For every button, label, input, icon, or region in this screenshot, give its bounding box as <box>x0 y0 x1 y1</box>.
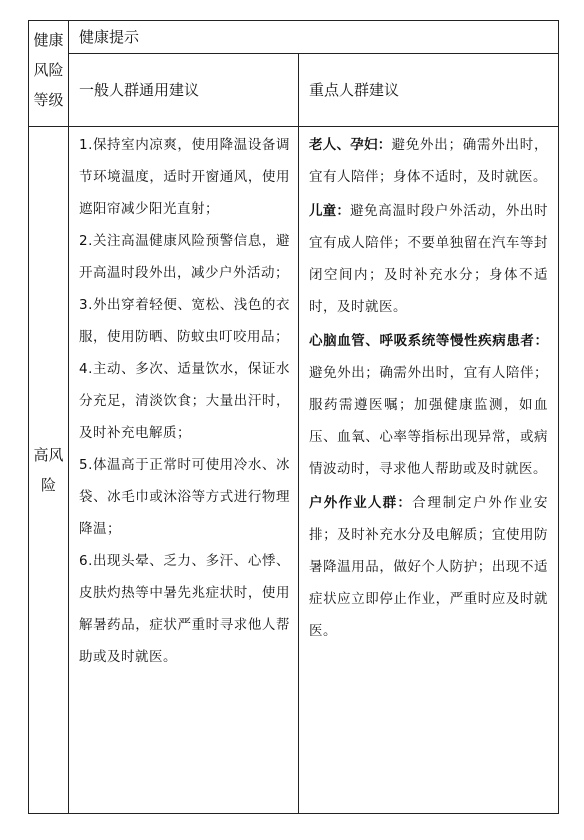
key-group-advice <box>309 325 548 485</box>
general-advice-item: 2.关注高温健康风险预警信息，避开高温时段外出，减少户外活动； <box>79 233 290 281</box>
general-advice-item: 5.体温高于正常时可使用冷水、冰袋、冰毛巾或沐浴等方式进行物理降温； <box>79 457 290 537</box>
header-row-top <box>29 21 559 54</box>
key-group-label: 心脑血管、呼吸系统等慢性疾病患者： <box>309 333 549 349</box>
key-group-advice <box>309 195 548 323</box>
health-risk-table <box>28 20 559 814</box>
risk-level-cell <box>29 127 69 814</box>
header-level-cell <box>29 21 69 127</box>
general-advice-item: 4.主动、多次、适量饮水，保证水分充足，清淡饮食；大量出汗时，及时补充电解质； <box>79 361 290 441</box>
key-group-label: 老人、孕妇： <box>309 137 392 153</box>
key-group-text: 合理制定户外作业安排；及时补充水分及电解质；宜使用防暑降温用品，做好个人防护；出现不适症状应立即停止作业，严重时应及时就医。 <box>309 495 549 639</box>
key-group-advice-cell <box>299 127 559 814</box>
header-general-label: 一般人群通用建议 <box>79 81 200 99</box>
key-group-text: 避免外出；确需外出时，宜有人陪伴；身体不适时，及时就医。 <box>309 137 549 185</box>
general-advice-cell <box>69 127 299 814</box>
header-key-cell <box>299 54 559 127</box>
key-group-advice <box>309 129 548 193</box>
general-advice-item: 3.外出穿着轻便、宽松、浅色的衣服，使用防晒、防蚊虫叮咬用品； <box>79 297 290 345</box>
general-advice-item: 1.保持室内凉爽，使用降温设备调节环境温度，适时开窗通风，使用遮阳帘减少阳光直射； <box>79 137 290 217</box>
key-group-label: 儿童： <box>309 203 350 219</box>
header-level-line: 等级 <box>33 91 64 109</box>
general-advice-item: 6.出现头晕、乏力、多汗、心悸、皮肤灼热等中暑先兆症状时，使用解暑药品，症状严重时寻求他人帮助或及时就医。 <box>79 553 290 665</box>
header-tips-label: 健康提示 <box>79 28 140 46</box>
header-level-line: 健康 <box>33 31 64 49</box>
header-tips-cell <box>69 21 559 54</box>
header-level-line: 风险 <box>33 61 64 79</box>
risk-level-line: 险 <box>40 476 56 494</box>
header-row-sub <box>29 54 559 127</box>
key-group-advice <box>309 487 548 647</box>
header-general-cell <box>69 54 299 127</box>
risk-level-line: 高风 <box>33 446 64 464</box>
key-group-label: 户外作业人群： <box>309 495 413 511</box>
key-group-text: 避免外出；确需外出时，宜有人陪伴；服药需遵医嘱；加强健康监测，如血压、血氧、心率等指标出现异常，或病情波动时，寻求他人帮助或及时就医。 <box>309 365 549 477</box>
high-risk-row <box>29 127 559 814</box>
header-key-label: 重点人群建议 <box>309 81 400 99</box>
key-group-text: 避免高温时段户外活动，外出时宜有成人陪伴；不要单独留在汽车等封闭空间内；及时补充水分；身体不适时，及时就医。 <box>309 203 549 315</box>
